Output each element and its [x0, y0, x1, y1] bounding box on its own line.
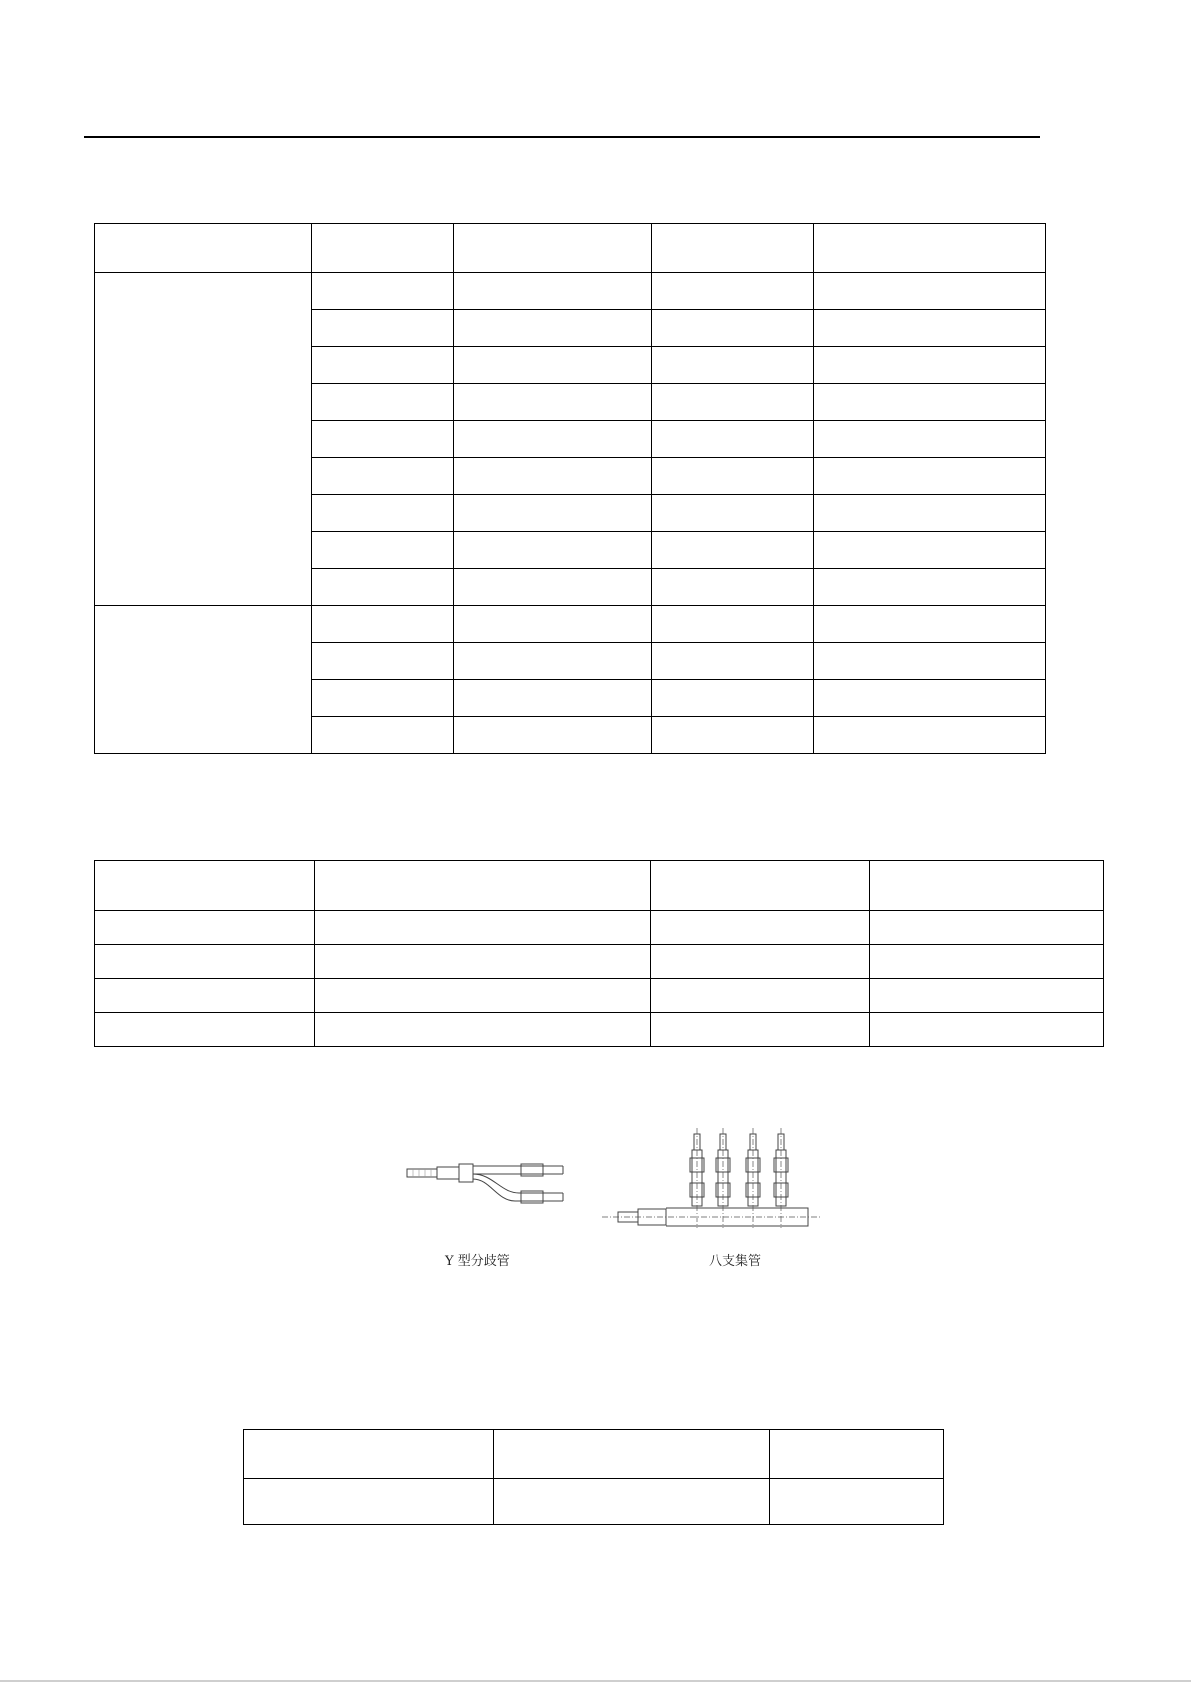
table-cell: [494, 1479, 770, 1525]
header-cell: [95, 861, 315, 911]
table-row: [95, 945, 1104, 979]
spec-table-2: [94, 860, 1104, 1047]
table-cell: [312, 421, 454, 458]
table-cell: [814, 643, 1046, 680]
header-cell: [870, 861, 1104, 911]
y-branch-pipe-drawing: [405, 1155, 575, 1213]
table-cell: [652, 495, 814, 532]
table-cell: [814, 310, 1046, 347]
table-cell: [454, 495, 652, 532]
header-cell: [312, 224, 454, 273]
table-cell: [814, 421, 1046, 458]
table-row: [95, 979, 1104, 1013]
table-row: [95, 606, 1046, 643]
table-cell: [814, 606, 1046, 643]
table-cell: [312, 532, 454, 569]
table-cell: [651, 1013, 870, 1047]
header-cell: [454, 224, 652, 273]
y-branch-caption: Y 型分歧管: [445, 1254, 510, 1269]
table-header-row: [95, 861, 1104, 911]
table-row: [244, 1479, 944, 1525]
table-cell: [870, 1013, 1104, 1047]
table-cell: [312, 384, 454, 421]
table-cell: [814, 680, 1046, 717]
page-bottom-edge: [0, 1680, 1191, 1682]
table-cell: [814, 347, 1046, 384]
table-cell: [315, 979, 651, 1013]
table-cell: [95, 911, 315, 945]
header-cell: [244, 1430, 494, 1479]
table-cell: [454, 421, 652, 458]
table-cell: [315, 911, 651, 945]
table-cell: [312, 310, 454, 347]
header-rule: [84, 136, 1040, 138]
table-cell: [315, 945, 651, 979]
table-cell: [652, 310, 814, 347]
table-cell: [244, 1479, 494, 1525]
table-cell: [454, 310, 652, 347]
table-cell: [770, 1479, 944, 1525]
table-cell: [870, 945, 1104, 979]
table-cell: [651, 979, 870, 1013]
header-cell: [651, 861, 870, 911]
header-cell: [95, 224, 312, 273]
table-cell: [312, 717, 454, 754]
table-header-row: [95, 224, 1046, 273]
table-cell: [454, 273, 652, 310]
table-row: [95, 273, 1046, 310]
table-cell: [454, 532, 652, 569]
table-cell: [814, 495, 1046, 532]
spec-table-3: [243, 1429, 944, 1525]
table-cell: [652, 717, 814, 754]
table-cell: [814, 717, 1046, 754]
table-cell: [454, 569, 652, 606]
header-manifold-drawing: [600, 1128, 822, 1238]
table-cell: [652, 606, 814, 643]
table-cell: [652, 347, 814, 384]
header-cell: [770, 1430, 944, 1479]
table-cell: [652, 273, 814, 310]
table-cell: [312, 569, 454, 606]
header-cell: [652, 224, 814, 273]
table-cell: [814, 384, 1046, 421]
table-cell: [652, 680, 814, 717]
table-cell: [312, 680, 454, 717]
header-manifold-caption: 八支集管: [709, 1254, 762, 1269]
table-cell: [651, 945, 870, 979]
table-cell: [95, 979, 315, 1013]
table-cell: [454, 606, 652, 643]
table-cell: [454, 717, 652, 754]
table-cell: [652, 532, 814, 569]
table-cell: [651, 911, 870, 945]
table-cell: [454, 680, 652, 717]
table-cell: [454, 458, 652, 495]
table-cell: [870, 911, 1104, 945]
table-cell: [652, 458, 814, 495]
table-row: [95, 911, 1104, 945]
table-cell: [454, 643, 652, 680]
table-cell: [312, 347, 454, 384]
table-cell: [312, 495, 454, 532]
table-cell: [312, 273, 454, 310]
table-cell: [652, 569, 814, 606]
header-cell: [494, 1430, 770, 1479]
spec-table-1: [94, 223, 1046, 754]
table-cell: [454, 347, 652, 384]
table-cell: [814, 273, 1046, 310]
table-cell: [870, 979, 1104, 1013]
table-cell: [652, 643, 814, 680]
table-row: [95, 1013, 1104, 1047]
table-cell: [814, 458, 1046, 495]
table-cell: [652, 384, 814, 421]
table-cell: [95, 1013, 315, 1047]
table-header-row: [244, 1430, 944, 1479]
group-cell: [95, 606, 312, 754]
table-cell: [315, 1013, 651, 1047]
table-cell: [312, 643, 454, 680]
table-cell: [454, 384, 652, 421]
table-cell: [312, 606, 454, 643]
table-cell: [814, 569, 1046, 606]
header-cell: [315, 861, 651, 911]
table-cell: [312, 458, 454, 495]
table-cell: [95, 945, 315, 979]
group-cell: [95, 273, 312, 606]
header-cell: [814, 224, 1046, 273]
table-cell: [814, 532, 1046, 569]
table-cell: [652, 421, 814, 458]
